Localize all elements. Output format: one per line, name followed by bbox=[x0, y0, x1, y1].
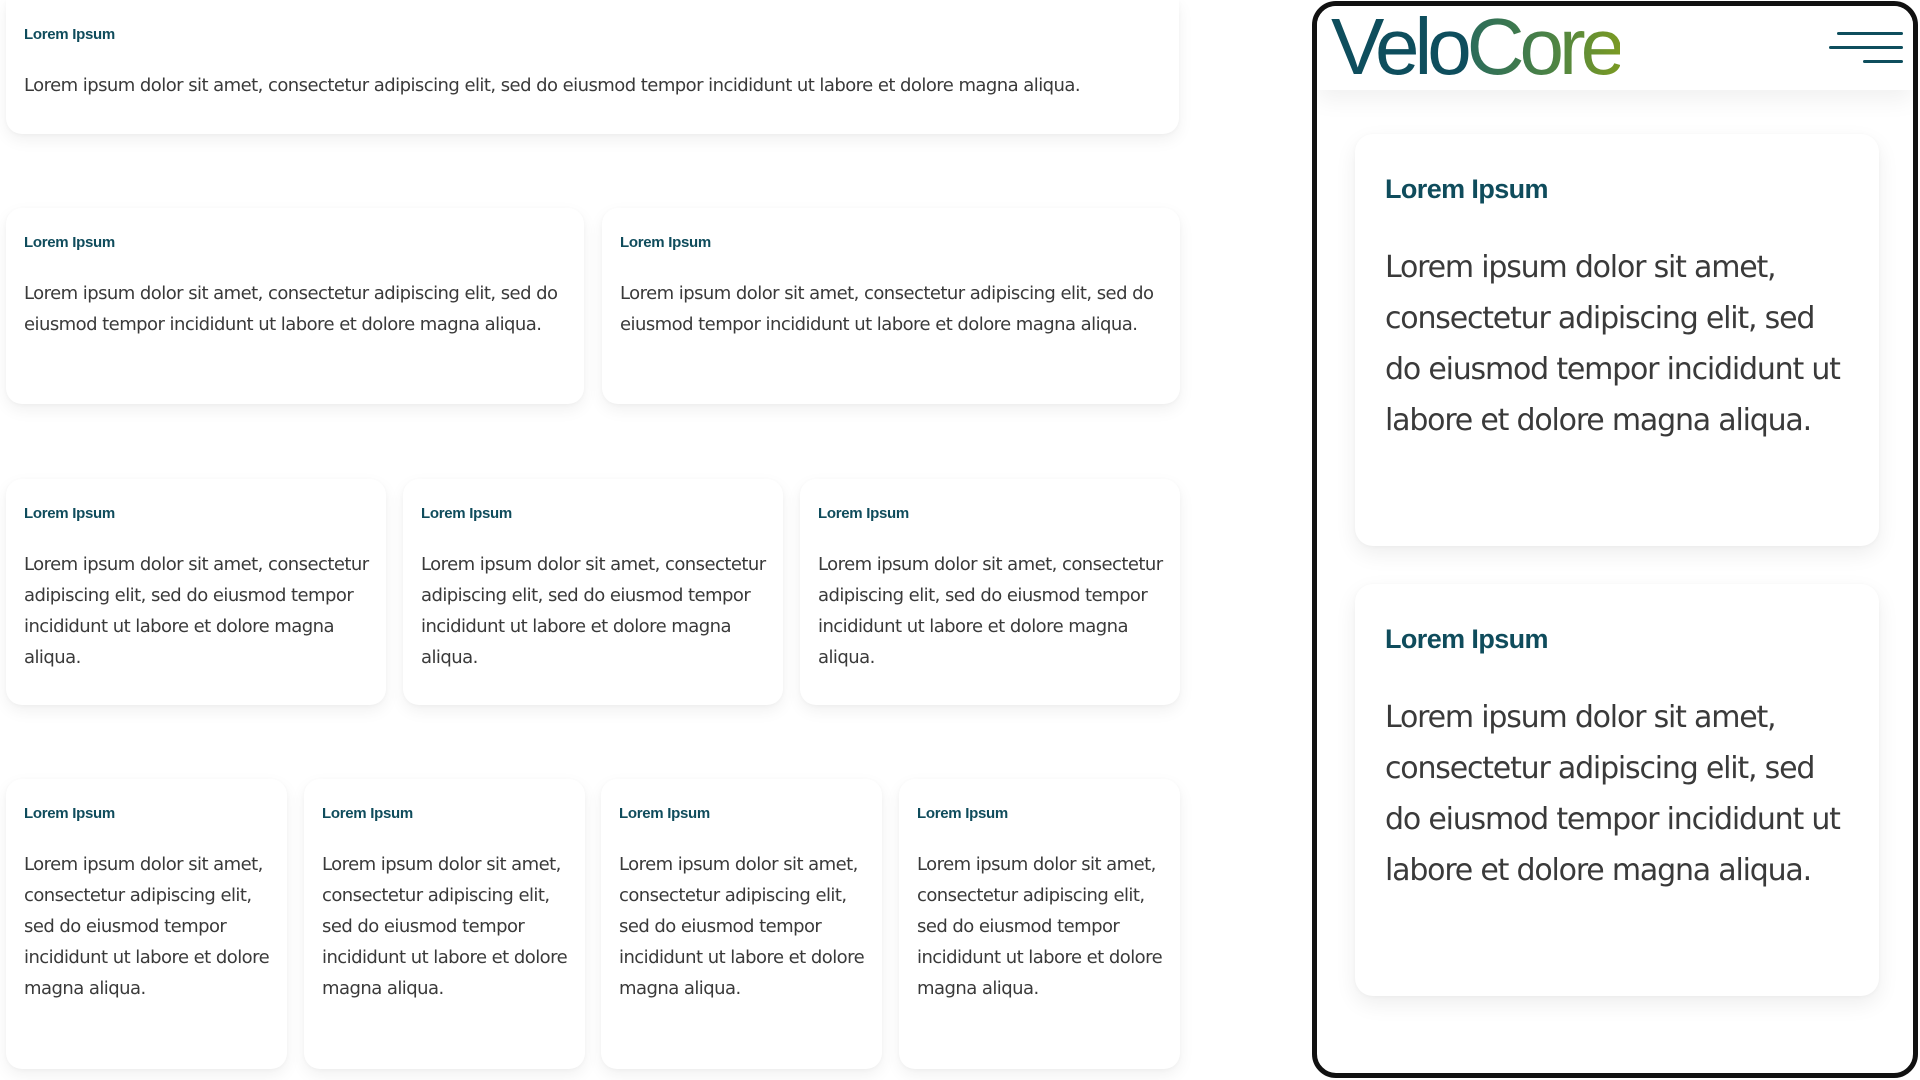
card-title: Lorem Ipsum bbox=[620, 234, 711, 251]
card-title: Lorem Ipsum bbox=[917, 805, 1008, 822]
card-body: Lorem ipsum dolor sit amet, consectetur adipiscing elit, sed do eiusmod tempor incididunt ut labore et dolore magna aliqua. bbox=[322, 854, 568, 999]
card-body: Lorem ipsum dolor sit amet, consectetur adipiscing elit, sed do eiusmod tempor incididunt ut labore et dolore magna aliqua. bbox=[619, 854, 865, 999]
card-title: Lorem Ipsum bbox=[1385, 174, 1548, 204]
card-body: Lorem ipsum dolor sit amet, consectetur adipiscing elit, sed do eiusmod tempor incididunt ut labore et dolore magna aliqua. bbox=[1385, 700, 1840, 888]
card-row2-col2 bbox=[602, 208, 1180, 404]
card-body: Lorem ipsum dolor sit amet, consectetur adipiscing elit, sed do eiusmod tempor incididunt ut labore et dolore magna aliqua. bbox=[24, 854, 270, 999]
card-body: Lorem ipsum dolor sit amet, consectetur adipiscing elit, sed do eiusmod tempor incididunt ut labore et dolore magna aliqua. bbox=[1385, 250, 1840, 438]
card-body: Lorem ipsum dolor sit amet, consectetur adipiscing elit, sed do eiusmod tempor incididunt ut labore et dolore magna aliqua. bbox=[917, 854, 1163, 999]
card-title: Lorem Ipsum bbox=[24, 26, 115, 43]
hamburger-menu-button[interactable] bbox=[1829, 26, 1909, 70]
card-title: Lorem Ipsum bbox=[24, 805, 115, 822]
card-row4-col1 bbox=[6, 779, 287, 1069]
mobile-card-1 bbox=[1355, 134, 1879, 546]
card-title: Lorem Ipsum bbox=[421, 505, 512, 522]
card-title: Lorem Ipsum bbox=[24, 505, 115, 522]
card-title: Lorem Ipsum bbox=[1385, 624, 1548, 654]
card-row4-col4 bbox=[899, 779, 1180, 1069]
card-row1-col1 bbox=[6, 0, 1179, 134]
card-row3-col2 bbox=[403, 479, 783, 705]
hamburger-menu-icon bbox=[1829, 26, 1909, 70]
card-title: Lorem Ipsum bbox=[619, 805, 710, 822]
card-row3-col3 bbox=[800, 479, 1180, 705]
card-body: Lorem ipsum dolor sit amet, consectetur adipiscing elit, sed do eiusmod tempor incididunt ut labore et dolore magna aliqua. bbox=[620, 283, 1154, 335]
card-title: Lorem Ipsum bbox=[24, 234, 115, 251]
card-row2-col1 bbox=[6, 208, 584, 404]
logo-text-velo: Velo bbox=[1331, 2, 1467, 91]
velocore-logo[interactable] bbox=[1331, 2, 1620, 92]
card-title: Lorem Ipsum bbox=[818, 505, 909, 522]
card-body: Lorem ipsum dolor sit amet, consectetur adipiscing elit, sed do eiusmod tempor incididunt ut labore et dolore magna aliqua. bbox=[24, 75, 1081, 96]
card-body: Lorem ipsum dolor sit amet, consectetur adipiscing elit, sed do eiusmod tempor incididunt ut labore et dolore magna aliqua. bbox=[24, 283, 558, 335]
mobile-preview-frame bbox=[1312, 1, 1918, 1078]
card-body: Lorem ipsum dolor sit amet, consectetur adipiscing elit, sed do eiusmod tempor incididunt ut labore et dolore magna aliqua. bbox=[421, 554, 766, 668]
mobile-header bbox=[1317, 2, 1913, 91]
card-row4-col3 bbox=[601, 779, 882, 1069]
card-row4-col2 bbox=[304, 779, 585, 1069]
card-body: Lorem ipsum dolor sit amet, consectetur adipiscing elit, sed do eiusmod tempor incididunt ut labore et dolore magna aliqua. bbox=[818, 554, 1163, 668]
logo-text-core: Core bbox=[1466, 2, 1621, 91]
card-title: Lorem Ipsum bbox=[322, 805, 413, 822]
card-body: Lorem ipsum dolor sit amet, consectetur adipiscing elit, sed do eiusmod tempor incididunt ut labore et dolore magna aliqua. bbox=[24, 554, 369, 668]
mobile-card-2 bbox=[1355, 584, 1879, 996]
card-row3-col1 bbox=[6, 479, 386, 705]
